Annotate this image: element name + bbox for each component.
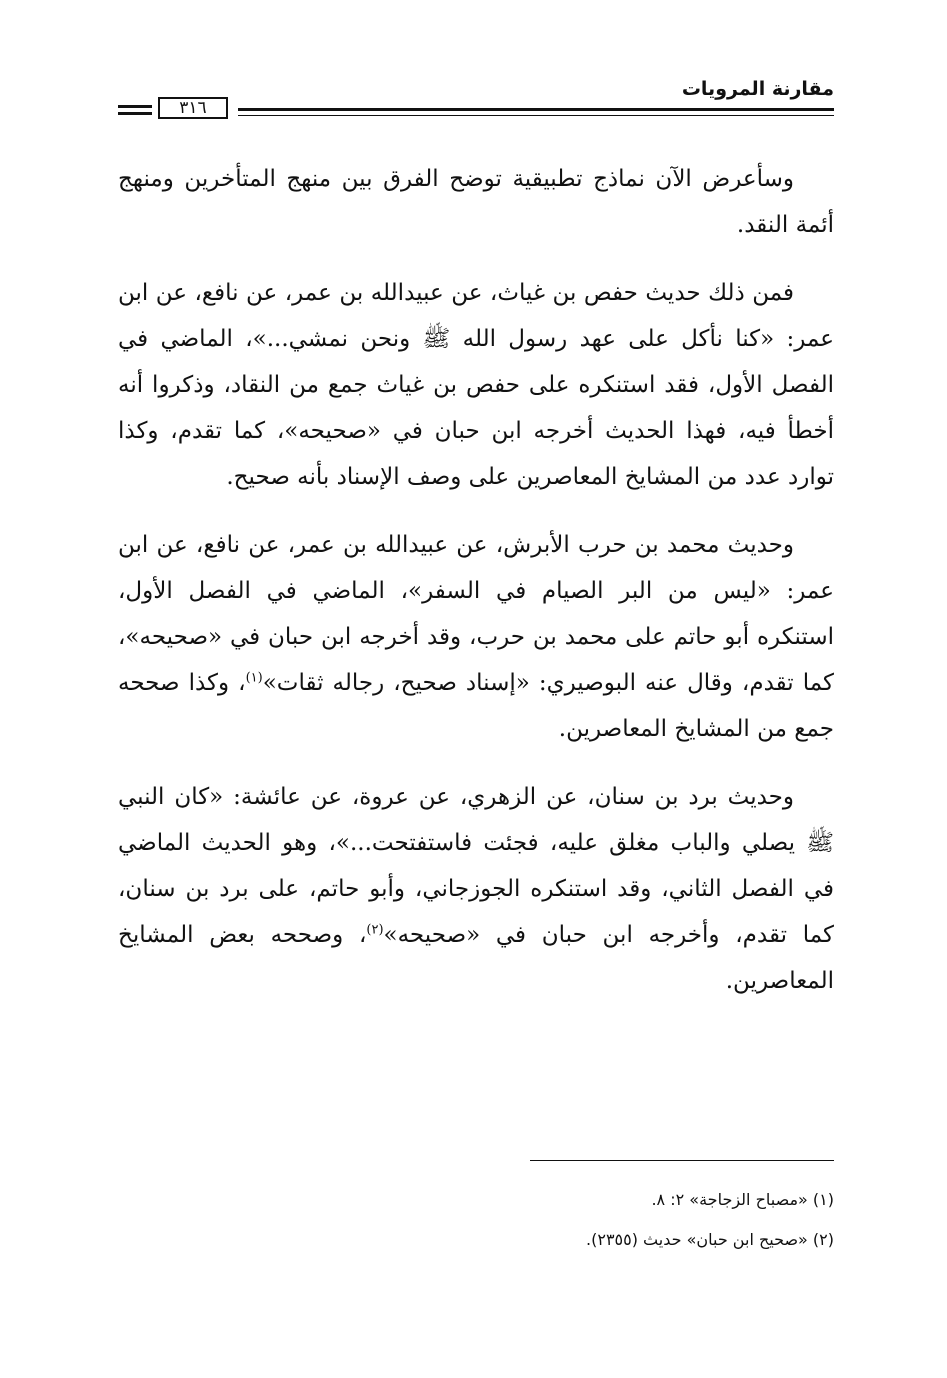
footnote-1: (١) «مصباح الزجاجة» ٢: ٨. — [651, 1190, 834, 1209]
paragraph-muhammad-hadith — [118, 522, 834, 752]
footnote-reference-1[interactable]: (١) — [245, 670, 263, 686]
paragraph-hafs-hadith: فمن ذلك حديث حفص بن غياث، عن عبيدالله بن عمر، عن نافع، عن ابن عمر: «كنا نأكل على عهد رسول الله ﷺ ونحن نمشي...»، الماضي في الفصل الأول، فقد استنكره على حفص بن غياث جمع من النقاد، وذكروا أنه أخطأ فيه، فهذا الحديث أخرجه ابن حبان في «صحيحه»، كما تقدم، وكذا توارد عدد من المشايخ المعاصرين على وصف الإسناد بأنه صحيح. — [118, 280, 834, 490]
footnote-reference-2[interactable]: (٢) — [366, 922, 384, 938]
header-rule-thick — [238, 108, 834, 111]
paragraph-text: وحديث محمد بن حرب الأبرش، عن عبيدالله بن عمر، عن نافع، عن ابن عمر: «ليس من البر الصيام في السفر»، الماضي في الفصل الأول، استنكره أبو حاتم على محمد بن حرب، وقد أخرجه ابن حبان في «صحيحه»، كما تقدم، وقال عنه البوصيري: «إسناد صحيح، رجاله ثقات» — [118, 532, 834, 696]
header-rule-thin — [238, 115, 834, 116]
paragraph-text: وحديث برد بن سنان، عن الزهري، عن عروة، عن عائشة: «كان النبي ﷺ يصلي والباب مغلق عليه، فجئت فاستفتحت...»، وهو الحديث الماضي في الفصل الثاني، وقد استنكره الجوزجاني، وأبو حاتم، على برد بن سنان، كما تقدم، وأخرجه ابن حبان في «صحيحه» — [118, 784, 834, 948]
footnote-2: (٢) «صحيح ابن حبان» حديث (٢٣٥٥). — [586, 1230, 834, 1249]
paragraph-text: ، وصححه بعض المشايخ المعاصرين. — [118, 922, 834, 994]
paragraph-text: ، وكذا صححه جمع من المشايخ المعاصرين. — [118, 670, 834, 742]
page-header — [118, 76, 834, 126]
header-dash-top — [118, 105, 152, 108]
page-number: ٣١٦ — [158, 97, 228, 119]
main-text — [118, 156, 834, 1026]
footnotes — [118, 1180, 834, 1260]
header-dash-bottom — [118, 112, 152, 115]
footnote-separator — [530, 1160, 834, 1161]
running-title: مقارنة المرويات — [681, 78, 834, 100]
paragraph-burd-hadith — [118, 774, 834, 1004]
paragraph-intro: وسأعرض الآن نماذج تطبيقية توضح الفرق بين منهج المتأخرين ومنهج أئمة النقد. — [118, 166, 834, 238]
